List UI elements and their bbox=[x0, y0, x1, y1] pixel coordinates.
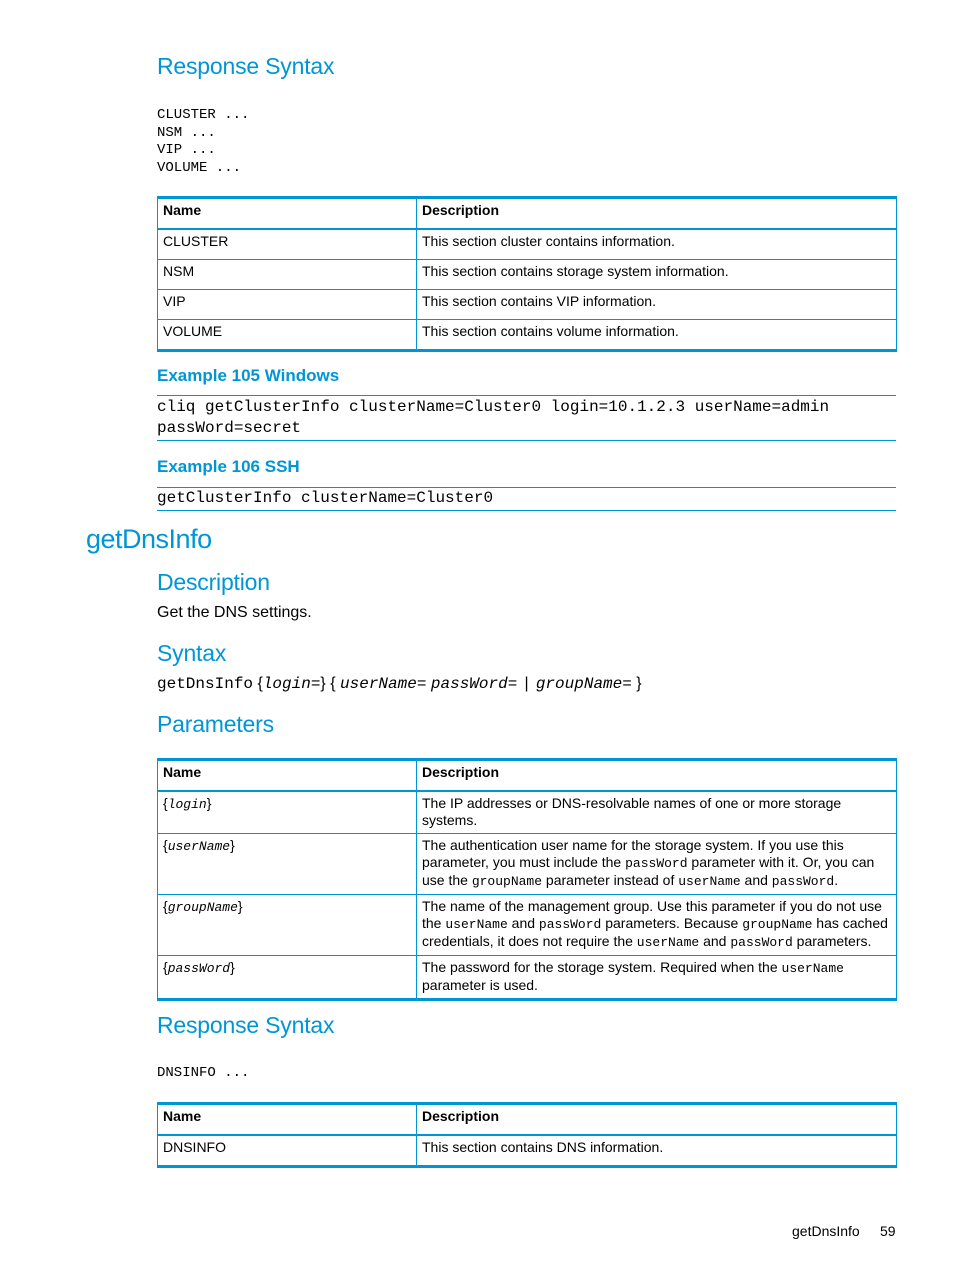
desc-code: userName bbox=[636, 935, 700, 950]
table-row bbox=[158, 260, 897, 290]
table-cell-description: This section contains storage system information. bbox=[417, 260, 897, 290]
page-number: 59 bbox=[880, 1223, 896, 1239]
desc-text: and bbox=[507, 915, 539, 931]
table-row bbox=[158, 895, 897, 956]
table-cell-description: This section contains DNS information. bbox=[417, 1135, 897, 1167]
table-cell-name: {passWord} bbox=[158, 956, 417, 1000]
syntax-username: userName= bbox=[340, 675, 427, 693]
command-title: getDnsInfo bbox=[86, 524, 212, 554]
desc-code: userName bbox=[781, 961, 844, 976]
desc-text: parameter is used. bbox=[422, 977, 538, 993]
desc-text: and bbox=[740, 872, 772, 888]
table-header-description: Description bbox=[417, 1104, 897, 1136]
brace: { bbox=[257, 675, 263, 692]
description-text: Get the DNS settings. bbox=[157, 604, 312, 621]
table-row bbox=[158, 956, 897, 1000]
example-105-code bbox=[157, 397, 829, 439]
table-header-name: Name bbox=[158, 198, 417, 230]
param-name: userName bbox=[167, 839, 231, 854]
table-row bbox=[158, 229, 897, 260]
example-106-code bbox=[157, 488, 493, 509]
table-row bbox=[158, 834, 897, 895]
example-top-rule bbox=[157, 395, 896, 396]
desc-text: The IP addresses or DNS-resolvable names of one or more storage systems. bbox=[422, 795, 842, 828]
desc-code: groupName bbox=[742, 917, 813, 932]
desc-text: parameter instead of bbox=[542, 872, 679, 888]
desc-code: groupName bbox=[471, 874, 543, 889]
table-header-description: Description bbox=[417, 760, 897, 792]
table-header-row bbox=[158, 198, 897, 230]
table-cell-name: {userName} bbox=[158, 834, 417, 895]
desc-text: The authentication user name for the storage system. If you use this parameter, you must include the bbox=[422, 837, 844, 870]
table-cell-description: This section contains volume information. bbox=[417, 320, 897, 351]
code-line: NSM ... bbox=[157, 124, 216, 141]
example-106-title: Example 106 SSH bbox=[157, 457, 300, 476]
param-name: login bbox=[167, 797, 207, 812]
syntax-groupname: groupName= bbox=[535, 675, 632, 693]
table-row bbox=[158, 1135, 897, 1167]
table-header-description: Description bbox=[417, 198, 897, 230]
response-syntax-heading: Response Syntax bbox=[157, 53, 335, 79]
code-line: cliq getClusterInfo clusterName=Cluster0 login=10.1.2.3 userName=admin bbox=[157, 398, 830, 416]
response-table bbox=[157, 196, 897, 352]
table-cell-name: NSM bbox=[158, 260, 417, 290]
desc-text: . bbox=[834, 872, 839, 888]
syntax-line bbox=[157, 675, 642, 693]
table-header-row bbox=[158, 1104, 897, 1136]
param-name: passWord bbox=[167, 961, 231, 976]
table-row bbox=[158, 290, 897, 320]
desc-text: The name of the management group. Use this parameter if you do not use the bbox=[422, 898, 882, 931]
code-line: CLUSTER ... bbox=[157, 107, 250, 123]
example-bottom-rule bbox=[157, 510, 896, 511]
table-header-name: Name bbox=[158, 760, 417, 792]
table-cell-name: {login} bbox=[158, 791, 417, 834]
desc-code: passWord bbox=[730, 935, 793, 950]
parameters-table bbox=[157, 758, 897, 1001]
table-cell-name: {groupName} bbox=[158, 895, 417, 956]
code-line: VIP ... bbox=[157, 142, 216, 158]
code-line: DNSINFO ... bbox=[157, 1065, 250, 1081]
brace: } bbox=[320, 675, 326, 692]
brace: } bbox=[636, 675, 642, 692]
syntax-login: login= bbox=[262, 675, 321, 693]
desc-text: parameters. bbox=[792, 933, 872, 949]
description-heading: Description bbox=[157, 569, 270, 595]
example-bottom-rule bbox=[157, 440, 896, 441]
table-cell-name: CLUSTER bbox=[158, 229, 417, 260]
desc-code: passWord bbox=[538, 917, 602, 932]
example-105-title: Example 105 Windows bbox=[157, 366, 340, 385]
desc-code: userName bbox=[678, 874, 741, 889]
table-cell-name: VOLUME bbox=[158, 320, 417, 351]
table-cell-name: DNSINFO bbox=[158, 1135, 417, 1167]
footer-section: getDnsInfo bbox=[792, 1223, 860, 1239]
table-row bbox=[158, 320, 897, 351]
table-cell-description: This section contains VIP information. bbox=[417, 290, 897, 320]
response-code-block bbox=[157, 1065, 249, 1083]
table-header-row bbox=[158, 760, 897, 792]
desc-text: The password for the storage system. Required when the bbox=[422, 959, 782, 975]
desc-code: passWord bbox=[625, 856, 688, 871]
syntax-heading: Syntax bbox=[157, 640, 227, 666]
syntax-bar: | bbox=[521, 675, 532, 693]
desc-text: and bbox=[699, 933, 731, 949]
code-line: VOLUME ... bbox=[157, 159, 242, 176]
param-name: groupName bbox=[167, 900, 238, 915]
table-row bbox=[158, 791, 897, 834]
parameters-heading: Parameters bbox=[157, 711, 274, 737]
response-table bbox=[157, 1102, 897, 1168]
syntax-password: passWord= bbox=[430, 675, 518, 693]
brace: { bbox=[330, 675, 336, 692]
code-line: passWord=secret bbox=[157, 419, 302, 437]
table-cell-description: This section cluster contains information. bbox=[417, 229, 897, 260]
desc-text: parameter with it. Or, you can use the bbox=[422, 854, 875, 888]
table-cell-name: VIP bbox=[158, 290, 417, 320]
table-cell-description bbox=[417, 895, 897, 956]
table-cell-description bbox=[417, 834, 897, 895]
syntax-command: getDnsInfo bbox=[157, 675, 254, 693]
table-cell-description bbox=[417, 791, 897, 834]
desc-text: parameters. Because bbox=[601, 915, 743, 931]
code-line: getClusterInfo clusterName=Cluster0 bbox=[157, 489, 494, 507]
desc-code: passWord bbox=[771, 874, 835, 889]
response-syntax-heading: Response Syntax bbox=[157, 1012, 335, 1038]
table-header-name: Name bbox=[158, 1104, 417, 1136]
response-code-block bbox=[157, 107, 249, 177]
table-cell-description bbox=[417, 956, 897, 1000]
desc-text: has cached credentials, it does not require the bbox=[422, 915, 888, 949]
desc-code: userName bbox=[445, 917, 508, 932]
